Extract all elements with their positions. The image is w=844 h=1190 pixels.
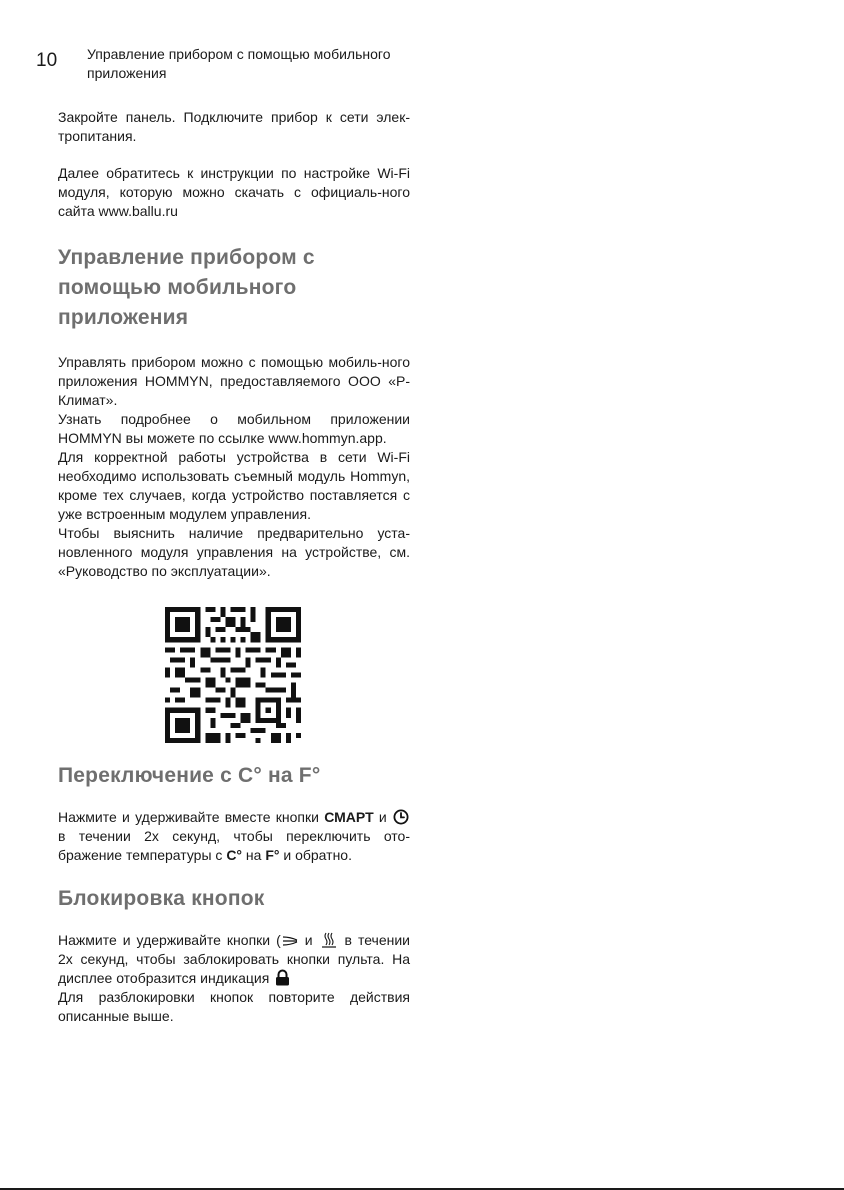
- running-header: Управление прибором с помощью мобильного приложения: [87, 46, 391, 81]
- fahrenheit-label: F°: [265, 847, 280, 863]
- units-text-2: и: [378, 809, 387, 825]
- intro-paragraph-2: Далее обратитесь к инструкции по настройке Wi-Fi модуля, которую можно скачать с официаль-ного сайта www.ballu.ru: [58, 165, 410, 219]
- smart-button-label: СМАРТ: [324, 809, 374, 825]
- fan-speed-icon: [282, 934, 298, 948]
- units-text-1: Нажмите и удерживайте вместе кнопки: [58, 809, 325, 825]
- lock-section-heading: Блокировка кнопок: [58, 887, 265, 910]
- clock-icon: [393, 809, 409, 825]
- app-paragraph-4: Чтобы выяснить наличие предварительно уста-новленного модуля управления на устройстве, см. «Руководство по эксплуатации».: [58, 525, 410, 579]
- units-paragraph: [58, 808, 410, 865]
- app-paragraph-3: Для корректной работы устройства в сети Wi-Fi необходимо использовать съемный модуль Hommyn, кроме тех случаев, когда устройство поставляется с уже встроенным модулем управления.: [58, 449, 410, 522]
- units-text-5: и обратно.: [279, 847, 352, 863]
- units-section-heading: Переключение с C° на F°: [58, 764, 321, 787]
- page-number: 10: [36, 50, 58, 71]
- lock-icon: [274, 969, 291, 986]
- lock-paragraph-2: Для разблокировки кнопок повторите действия описанные выше.: [58, 989, 410, 1024]
- intro-paragraph-1: Закройте панель. Подключите прибор к сети элек-тропитания.: [58, 109, 410, 144]
- units-text-4: на: [242, 847, 266, 863]
- lock-text-1: Нажмите и удерживайте кнопки (: [58, 932, 281, 948]
- celsius-label: C°: [226, 847, 243, 863]
- lock-text-3: в течении 2х секунд, чтобы заблокировать кнопки пульта. На дисплее отобразится индикация: [58, 932, 410, 986]
- app-paragraph-1: Управлять прибором можно с помощью мобиль-ного приложения HOMMYN, предоставляемого ООО «Р-Климат».: [58, 354, 410, 408]
- page-content: [58, 108, 410, 1026]
- lock-paragraph-1: [58, 931, 410, 988]
- lock-text-2: и: [298, 932, 319, 948]
- units-text-3: в течении 2х секунд, чтобы переключить ото-бражение температуры с: [58, 828, 410, 863]
- heat-icon: [320, 932, 338, 948]
- qr-code: [165, 607, 301, 743]
- app-paragraph-2: Узнать подробнее о мобильном приложении HOMMYN вы можете по ссылке www.hommyn.app.: [58, 411, 410, 446]
- app-section-heading: Управление прибором с помощью мобильного приложения: [58, 246, 315, 329]
